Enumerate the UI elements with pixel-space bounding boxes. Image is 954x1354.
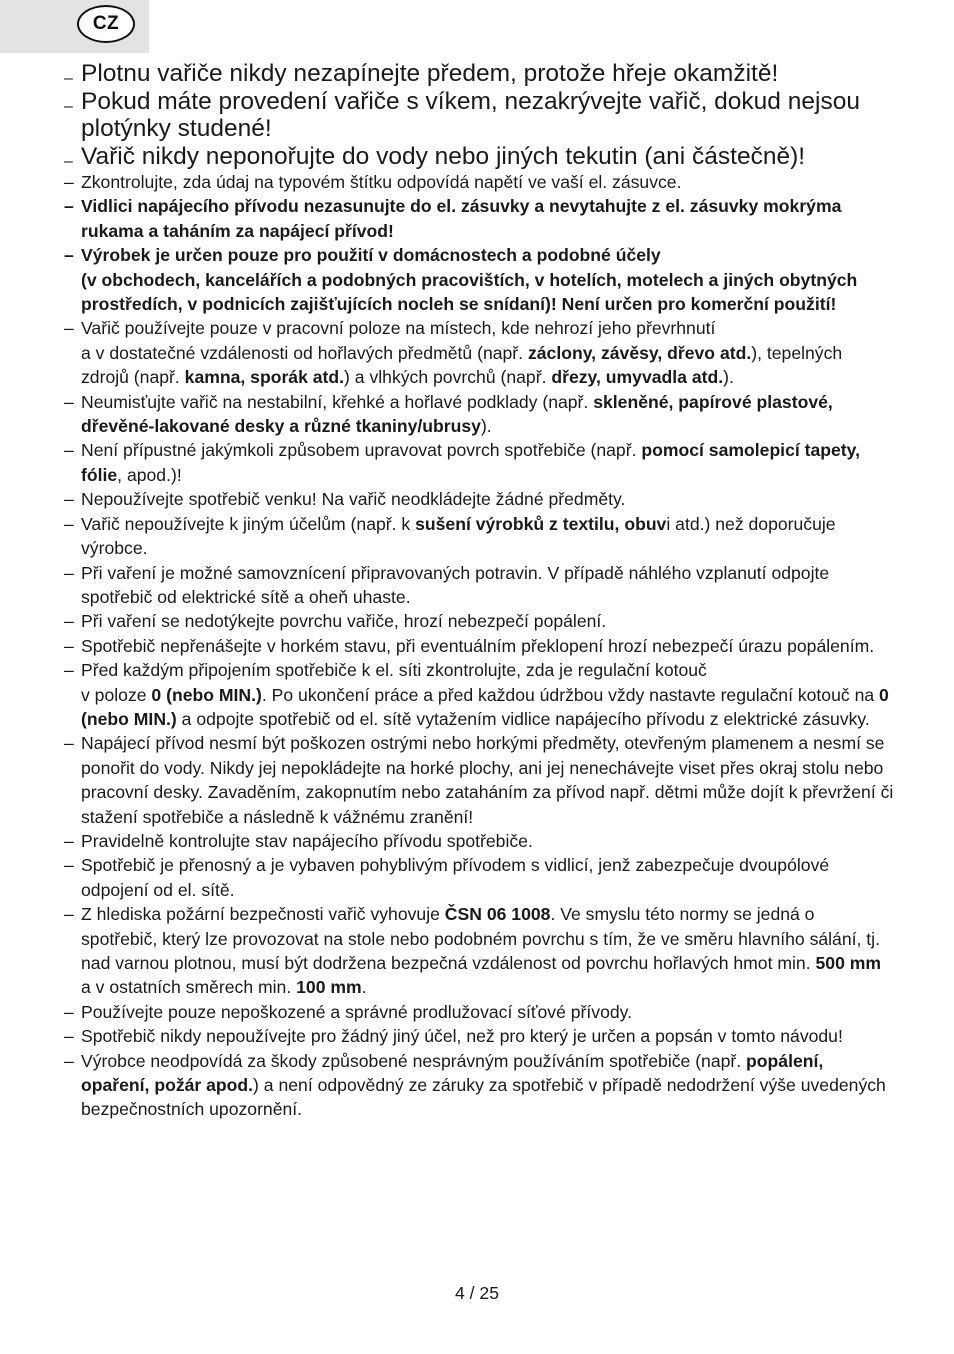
text: a v dostatečné vzdálenosti od hořlavých předmětů (např. [81, 342, 528, 363]
dash-bullet: – [64, 1001, 74, 1022]
instruction-item [64, 243, 894, 316]
instruction-item [64, 853, 894, 902]
text: i atd.) než doporučuje výrobce. [81, 513, 836, 559]
instruction-item [64, 1049, 894, 1122]
text: ) a není odpovědný ze záruky za spotřebič v případě nedodržení výše uvedených bezpečnostních upozornění. [81, 1075, 886, 1120]
dash-bullet: – [64, 70, 73, 87]
text: ). [723, 367, 734, 388]
text: . [361, 977, 367, 998]
bold-text: Výrobek je určen pouze pro použití v domácnostech a podobné účely [81, 245, 661, 266]
text: . Po ukončení práce a před každou údržbou vždy nastavte regulační kotouč na [261, 684, 880, 705]
text: Používejte pouze nepoškozené a správné prodlužovací síťové přívody. [81, 1001, 633, 1022]
dash-bullet: – [64, 196, 74, 217]
instruction-item [64, 561, 894, 610]
bold-text: 100 mm [296, 977, 362, 998]
dash-bullet: – [64, 1050, 74, 1071]
text: Zkontrolujte, zda údaj na typovém štítku odpovídá napětí ve vaší el. zásuvce. [81, 172, 682, 192]
instruction-item [64, 390, 894, 439]
dash-bullet: – [64, 830, 74, 851]
dash-bullet: – [64, 513, 74, 534]
text: Napájecí přívod nesmí být poškozen ostrými nebo horkými předměty, otevřeným plamenem a nesmí se ponořit do vody. Nikdy jej nepokládejte na horké plochy, ani jej nenechávejte viset přes okraj stolu nebo pracovní desky. Zavaděním, zakopnutím nebo zataháním za přívod např. dětmi může dojít k převržení či stažení spotřebiče a následně k vážnému zranění! [81, 733, 894, 827]
instruction-item [64, 1024, 894, 1048]
instruction-item [64, 609, 894, 633]
text: Při vaření je možné samovznícení připravovaných potravin. V případě náhlého vzplanutí odpojte spotřebič od elektrické sítě a oheň uhaste. [81, 562, 830, 607]
text: Vařič nikdy neponořujte do vody nebo jiných tekutin (ani částečně)! [81, 142, 806, 170]
dash-bullet: – [64, 97, 73, 115]
bold-text: Vidlici napájecího přívodu nezasunujte do el. zásuvky a nevytahujte z el. zásuvky mokrýma rukama a taháním za napájecí přívod! [81, 196, 842, 241]
safety-instructions-list [64, 60, 894, 1122]
text: v poloze [81, 684, 152, 705]
dash-bullet: – [64, 172, 74, 192]
dash-bullet: – [64, 635, 74, 656]
bold-text: ČSN 06 1008 [444, 904, 551, 925]
dash-bullet: – [64, 1026, 74, 1047]
instruction-item [64, 902, 894, 1000]
bold-text: popálení, opaření, požár apod. [81, 1050, 824, 1096]
text: Vařič nepoužívejte k jiným účelům (např. k [81, 513, 416, 534]
text: Pokud máte provedení vařiče s víkem, nezakrývejte vařič, dokud nejsou plotýnky studené! [81, 87, 860, 142]
text: Spotřebič nikdy nepoužívejte pro žádný jiný účel, než pro který je určen a popsán v tomto návodu! [81, 1026, 843, 1047]
instruction-item [64, 60, 894, 88]
dash-bullet: – [64, 489, 74, 510]
instruction-item [64, 634, 894, 658]
instruction-item [64, 170, 894, 194]
text: ). [480, 416, 492, 437]
instruction-item [64, 658, 894, 731]
bold-text: 0 (nebo MIN.) [151, 684, 262, 705]
text: Z hlediska požární bezpečnosti vařič vyhovuje [81, 904, 445, 925]
instruction-item [64, 88, 894, 143]
instruction-item [64, 829, 894, 853]
dash-bullet: – [64, 855, 74, 876]
instruction-item [64, 487, 894, 511]
bold-text: 0 (nebo MIN.) [81, 684, 889, 729]
dash-bullet: – [64, 611, 74, 632]
text: . Ve smyslu této normy se jedná o spotřebič, který lze provozovat na stole nebo podobném povrchu s tím, že ve směru hlavního sálání, tj. nad varnou plotnou, musí být dodržena bezpečná vzdálenost od povrchu hořlavých hmot min. [81, 904, 880, 973]
dash-bullet: – [64, 391, 74, 412]
instruction-item [64, 438, 894, 487]
language-tab [0, 0, 149, 53]
text: Spotřebič je přenosný a je vybaven pohyblivým přívodem s vidlicí, jenž zabezpečuje dvoupólové odpojení od el. sítě. [81, 855, 830, 900]
text: Není přípustné jakýmkoli způsobem upravovat povrch spotřebiče (např. [81, 440, 642, 461]
page-number: 4 / 25 [454, 1283, 500, 1303]
dash-bullet: – [64, 440, 74, 461]
bold-text: kamna, sporák atd. [184, 367, 345, 388]
instruction-item [64, 143, 894, 171]
dash-bullet: – [64, 733, 74, 754]
text: Nepoužívejte spotřebič venku! Na vařič neodkládejte žádné předměty. [81, 489, 626, 510]
dash-bullet: – [64, 245, 74, 266]
bold-text: skleněné, papírové plastové, dřevěné-lakované desky a různé tkaniny/ubrusy [81, 391, 833, 437]
text: a v ostatních směrech min. [81, 977, 297, 998]
text: Vařič používejte pouze v pracovní poloze na místech, kde nehrozí jeho převrhnutí [81, 318, 716, 339]
instruction-item [64, 1000, 894, 1024]
bold-text: dřezy, umyvadla atd. [551, 367, 724, 388]
dash-bullet: – [64, 318, 74, 339]
text: Výrobce neodpovídá za škody způsobené nesprávným používáním spotřebiče (např. [81, 1050, 747, 1071]
instruction-item [64, 316, 894, 389]
instruction-item [64, 194, 894, 243]
bold-text: (v obchodech, kancelářích a podobných pracovištích, v hotelích, motelech a jiných obytných prostředích, v podnicích zajišťujících nocleh se snídaní)! Není určen pro komerční použití! [81, 269, 858, 315]
text: Před každým připojením spotřebiče k el. síti zkontrolujte, zda je regulační kotouč [81, 660, 707, 681]
dash-bullet: – [64, 660, 74, 681]
text: Plotnu vařiče nikdy nezapínejte předem, protože hřeje okamžitě! [81, 60, 779, 87]
text: Při vaření se nedotýkejte povrchu vařiče, hrozí nebezpečí popálení. [81, 611, 607, 632]
bold-text: sušení výrobků z textilu, obuv [415, 513, 667, 534]
instruction-item [64, 512, 894, 561]
text: Pravidelně kontrolujte stav napájecího přívodu spotřebiče. [81, 830, 533, 851]
dash-bullet: – [64, 562, 74, 583]
bold-text: 500 mm [815, 953, 882, 973]
language-badge: CZ [77, 5, 135, 43]
text: , apod.)! [117, 464, 182, 485]
text: Spotřebič nepřenášejte v horkém stavu, při eventuálním překlopení hrozí nebezpečí úrazu popálením. [81, 635, 875, 656]
bold-text: záclony, závěsy, dřevo atd. [527, 342, 752, 363]
text: a odpojte spotřebič od el. sítě vytažením vidlice napájecího přívodu z elektrické zásuvky. [176, 708, 870, 729]
bold-text: pomocí samolepicí tapety, fólie [81, 440, 861, 485]
text: ) a vlhkých povrchů (např. [344, 367, 552, 388]
dash-bullet: – [64, 904, 74, 925]
instruction-item [64, 731, 894, 829]
dash-bullet: – [64, 152, 73, 170]
text: Neumisťujte vařič na nestabilní, křehké a hořlavé podklady (např. [81, 391, 594, 412]
text: ), tepelných zdrojů (např. [81, 342, 843, 388]
